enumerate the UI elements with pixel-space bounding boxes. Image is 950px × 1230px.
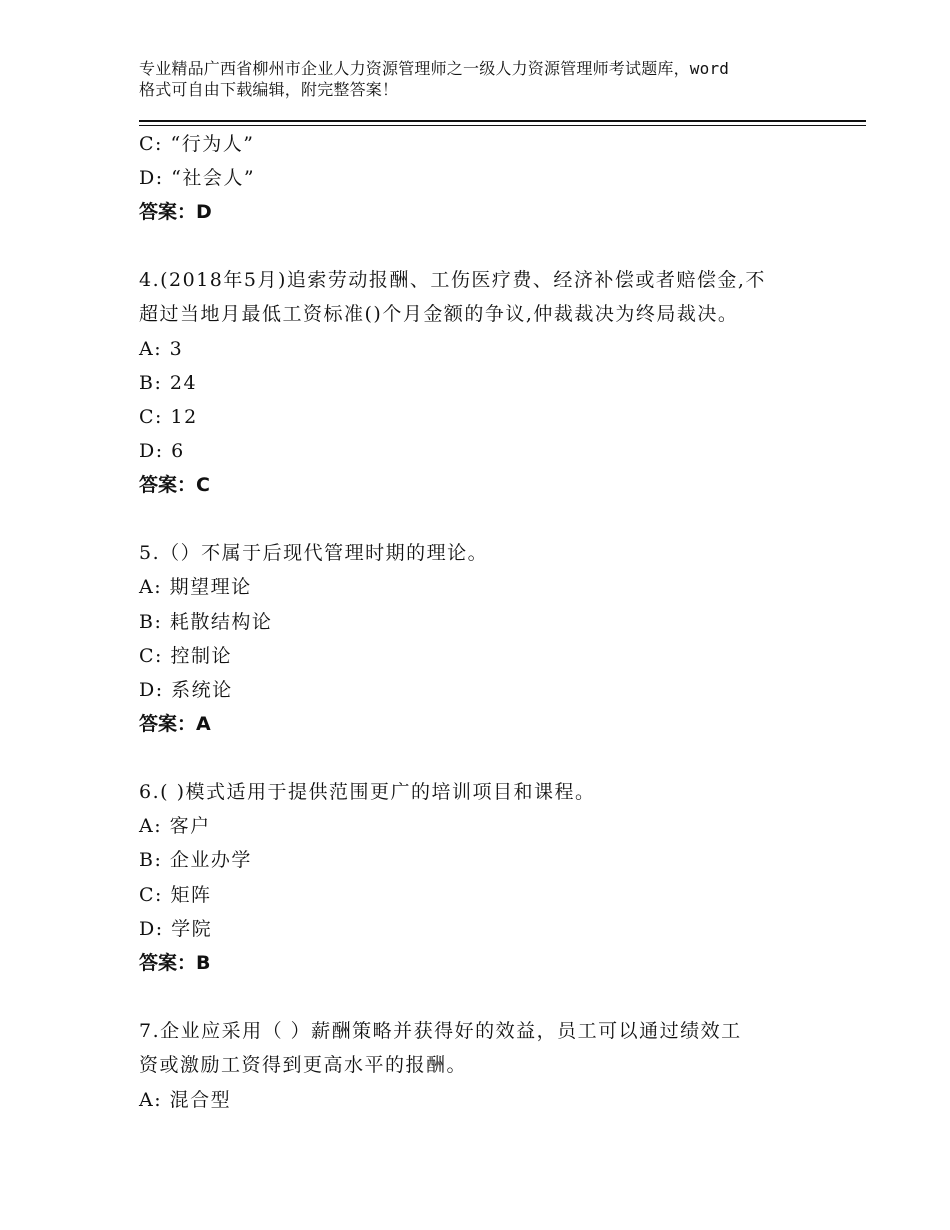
q6-option-b: B: 企业办学 bbox=[139, 849, 252, 871]
q4-option-d: D: 6 bbox=[139, 440, 185, 462]
q5-option-d: D: 系统论 bbox=[139, 679, 233, 701]
q7-option-a: A: 混合型 bbox=[139, 1089, 232, 1111]
q5-answer: 答案：A bbox=[139, 713, 211, 735]
q4-stem-line-2: 超过当地月最低工资标准()个月金额的争议,仲裁裁决为终局裁决。 bbox=[139, 303, 739, 325]
q6-option-a: A: 客户 bbox=[139, 815, 211, 837]
header-divider-thin bbox=[139, 125, 866, 126]
q7-stem-line-1: 7.企业应采用（ ）薪酬策略并获得好的效益，员工可以通过绩效工 bbox=[139, 1020, 742, 1042]
q7-stem-line-2: 资或激励工资得到更高水平的报酬。 bbox=[139, 1054, 468, 1076]
document-header bbox=[139, 58, 829, 100]
header-title-line-1: 专业精品广西省柳州市企业人力资源管理师之一级人力资源管理师考试题库，word bbox=[139, 59, 730, 78]
q4-option-b: B: 24 bbox=[139, 372, 198, 394]
q6-option-c: C: 矩阵 bbox=[139, 884, 212, 906]
q6-stem: 6.( )模式适用于提供范围更广的培训项目和课程。 bbox=[139, 781, 596, 803]
q3-answer: 答案：D bbox=[139, 201, 212, 223]
q5-option-a: A: 期望理论 bbox=[139, 576, 252, 598]
q4-option-a: A: 3 bbox=[139, 338, 184, 360]
q5-stem: 5.（）不属于后现代管理时期的理论。 bbox=[139, 542, 489, 564]
q5-option-c: C: 控制论 bbox=[139, 645, 232, 667]
q4-stem-line-1: 4.(2018年5月)追索劳动报酬、工伤医疗费、经济补偿或者赔偿金,不 bbox=[139, 269, 766, 291]
q6-option-d: D: 学院 bbox=[139, 918, 213, 940]
q3-option-c: C: “行为人” bbox=[139, 133, 255, 155]
q3-option-d: D: “社会人” bbox=[139, 167, 256, 189]
q4-answer: 答案：C bbox=[139, 474, 210, 496]
header-title-line-2: 格式可自由下载编辑，附完整答案！ bbox=[139, 80, 399, 99]
q4-option-c: C: 12 bbox=[139, 406, 198, 428]
q5-option-b: B: 耗散结构论 bbox=[139, 611, 273, 633]
header-divider-thick bbox=[139, 120, 866, 122]
q6-answer: 答案：B bbox=[139, 952, 211, 974]
